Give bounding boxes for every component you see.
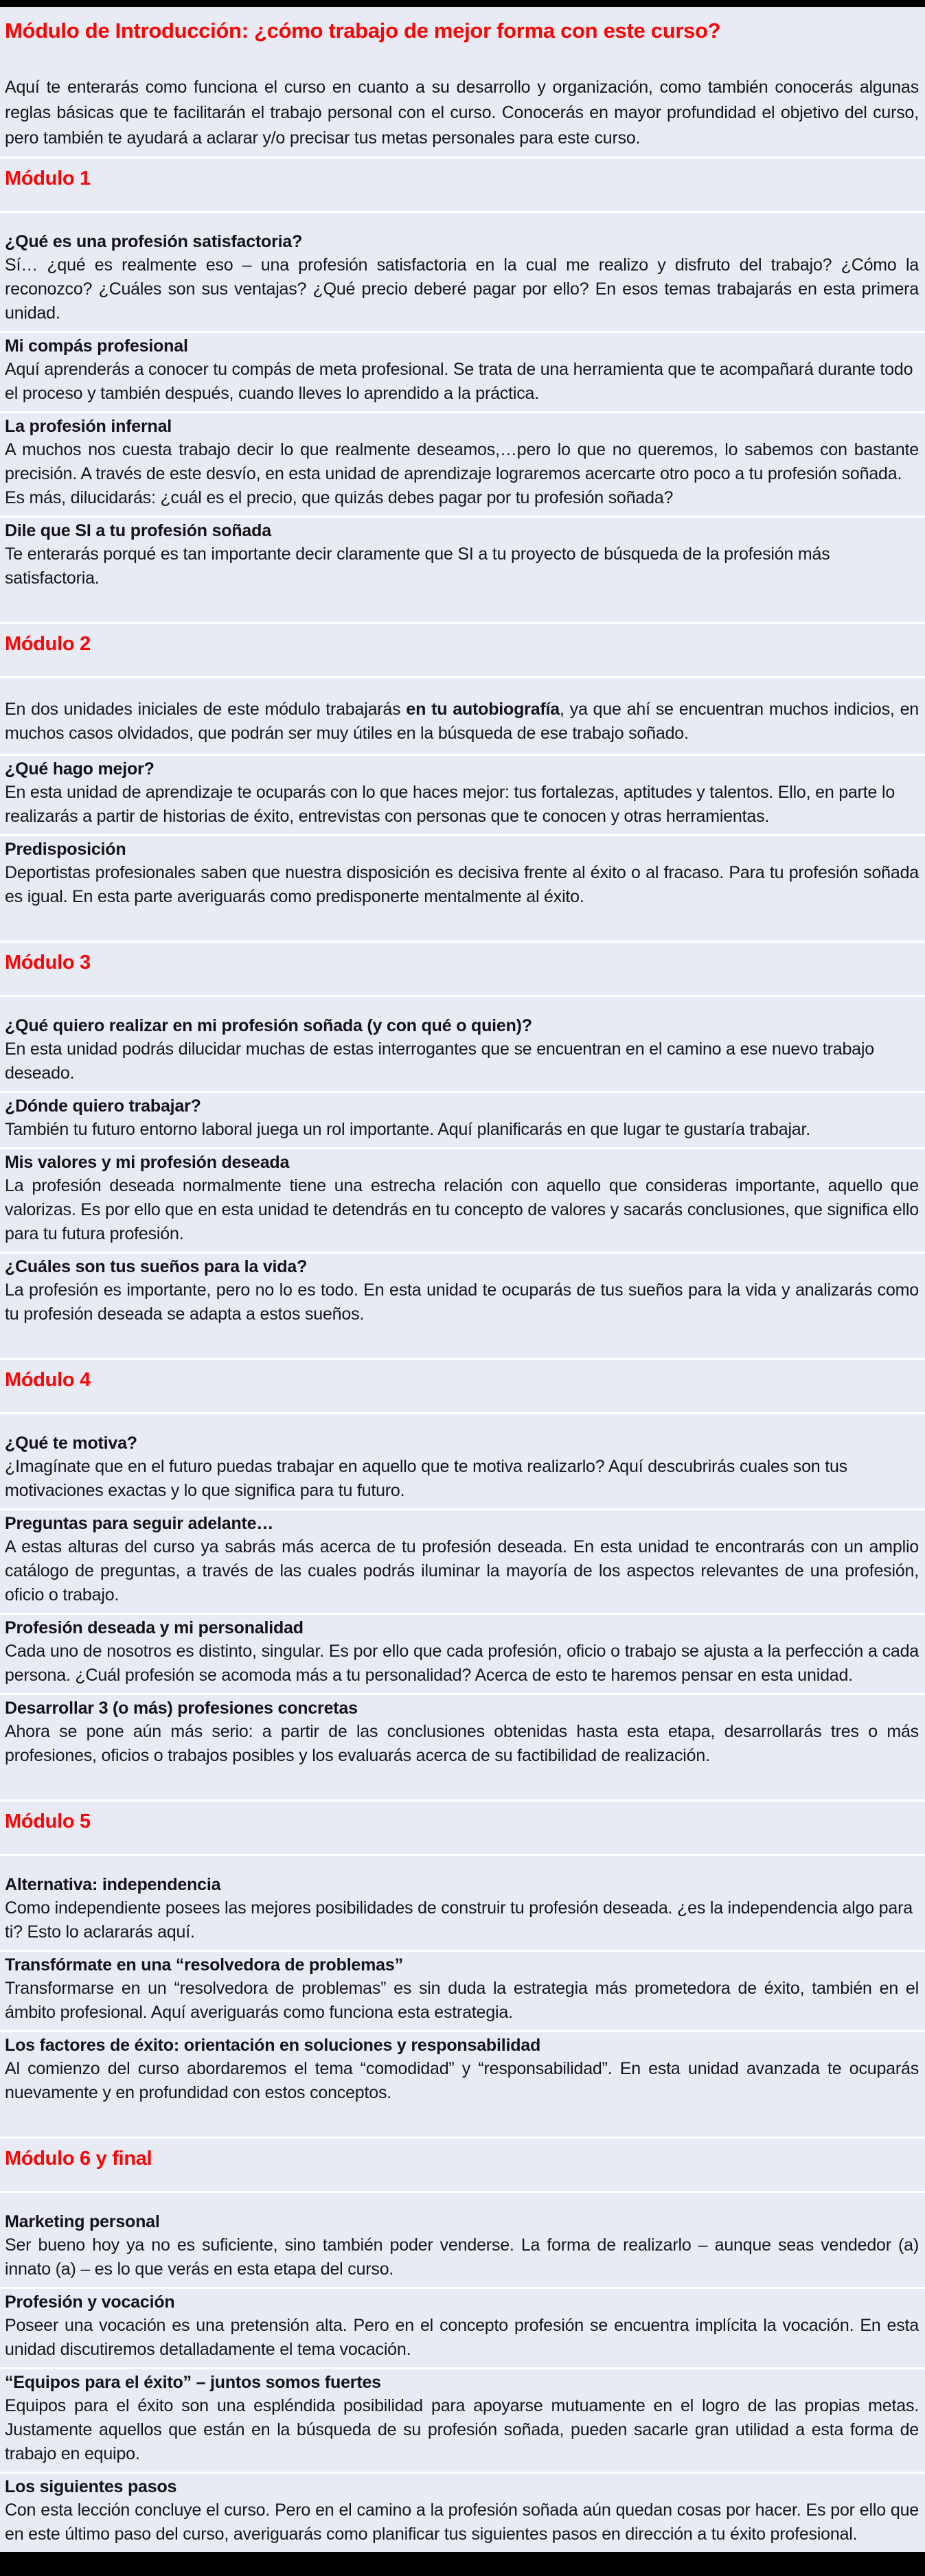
- section-title: Transfórmate en una “resolvedora de problemas”: [5, 1955, 403, 1975]
- page-title: Módulo de Introducción: ¿cómo trabajo de mejor forma con este curso?: [5, 19, 721, 43]
- section-title: Mis valores y mi profesión deseada: [5, 1152, 290, 1172]
- section-title: Marketing personal: [5, 2211, 160, 2231]
- section-title: Profesión deseada y mi personalidad: [5, 1618, 304, 1637]
- section-title: Preguntas para seguir adelante…: [5, 1513, 274, 1533]
- section-title: Predisposición: [5, 839, 126, 859]
- section-mi-compas-profesional: [0, 333, 925, 413]
- module-2-heading: [0, 624, 925, 678]
- section-title: ¿Qué es una profesión satisfactoria?: [5, 231, 303, 251]
- section-resolvedora-de-problemas: [0, 1952, 925, 2032]
- section-title: Alternativa: independencia: [5, 1874, 221, 1894]
- module-heading-text: Módulo 4: [5, 1368, 91, 1391]
- section-cuales-son-tus-suenos: [0, 1254, 925, 1360]
- section-title: ¿Qué hago mejor?: [5, 759, 155, 779]
- section-paragraph: En esta unidad de aprendizaje te ocuparás con lo que haces mejor: tus fortalezas, aptitudes y talentos. Ello, en parte lo realizarás a partir de historias de éxito, entrevistas con personas que te conocen y otras herramientas.: [5, 782, 895, 826]
- module-5-heading: [0, 1802, 925, 1856]
- section-paragraph: Deportistas profesionales saben que nuestra disposición es decisiva frente al éxito o al fracaso. Para tu profesión soñada es igual. En esta parte averiguarás como predisponerte mentalmente al éxito.: [5, 862, 919, 906]
- course-outline: [0, 7, 925, 2552]
- section-title: ¿Cuáles son tus sueños para la vida?: [5, 1256, 308, 1276]
- section-que-hago-mejor: [0, 756, 925, 836]
- section-predisposicion: [0, 836, 925, 943]
- section-paragraph: Cada uno de nosotros es distinto, singular. Es por ello que cada profesión, oficio o trabajo se ajusta a la perfección a cada persona. ¿Cuál profesión se acomoda más a tu personalidad? Acerca de esto te haremos pensar en esta unidad.: [5, 1641, 919, 1685]
- section-paragraph: Poseer una vocación es una pretensión alta. Pero en el concepto profesión se encuentra implícita la vocación. En esta unidad discutiremos detalladamente el tema vocación.: [5, 2315, 919, 2359]
- section-profesion-deseada-personalidad: [0, 1615, 925, 1695]
- section-que-quiero-realizar: [0, 997, 925, 1093]
- top-bar: [0, 0, 925, 7]
- module-2-intro: [0, 678, 925, 756]
- module-heading-text: Módulo 6 y final: [5, 2147, 152, 2170]
- section-mis-valores: [0, 1149, 925, 1254]
- module-3-heading: [0, 943, 925, 997]
- section-paragraph: Transformarse en un “resolvedora de problemas” es sin duda la estrategia más prometedora de éxito, también en el ámbito profesional. Aquí averiguarás como funciona esta estrategia.: [5, 1978, 919, 2022]
- section-title: ¿Qué te motiva?: [5, 1433, 137, 1453]
- section-los-siguientes-pasos: [0, 2474, 925, 2552]
- section-title: Los factores de éxito: orientación en soluciones y responsabilidad: [5, 2035, 541, 2055]
- intro-module-header: [0, 7, 925, 159]
- section-alternativa-independencia: [0, 1856, 925, 1952]
- section-title: “Equipos para el éxito” – juntos somos fuertes: [5, 2372, 381, 2392]
- section-paragraph: Con esta lección concluye el curso. Pero en el camino a la profesión soñada aún quedan cosas por hacer. Es por ello que en este último paso del curso, averiguarás como planificar tus siguientes pasos en dirección a tu éxito profesional.: [5, 2500, 919, 2544]
- section-paragraph: A estas alturas del curso ya sabrás más acerca de tu profesión deseada. En esta unidad te encontrarás con un amplio catálogo de preguntas, a través de las cuales podrás iluminar la mayoría de los aspectos relevantes de una profesión, oficio o trabajo.: [5, 1537, 919, 1605]
- module-intro-paragraph: [5, 698, 919, 746]
- intro-post: , ya que ahí se encuentran muchos indicios, en muchos casos olvidados, que podrán ser muy útiles en la búsqueda de ese trabajo soñado.: [5, 699, 919, 743]
- section-paragraph: A muchos nos cuesta trabajo decir lo que realmente deseamos,…pero lo que no queremos, lo sabemos con bastante precisión. A través de este desvío, en esta unidad de aprendizaje lograremos acercarte otro poco a tu profesión soñada.: [5, 439, 919, 483]
- section-marketing-personal: [0, 2193, 925, 2289]
- section-paragraph: La profesión deseada normalmente tiene una estrecha relación con aquello que consideras importante, aquello que valorizas. Es por ello que en esta unidad te detendrás en tu concepto de valores y sacarás conclusiones, que significa ello para tu futura profesión.: [5, 1175, 919, 1243]
- section-que-es-una-profesion-satisfactoria: [0, 213, 925, 333]
- intro-pre: En dos unidades iniciales de este módulo trabajarás: [5, 699, 407, 719]
- section-la-profesion-infernal: [0, 413, 925, 518]
- module-4-heading: [0, 1360, 925, 1414]
- section-title: La profesión infernal: [5, 416, 172, 436]
- section-paragraph: ¿Imagínate que en el futuro puedas trabajar en aquello que te motiva realizarlo? Aquí descubrirás cuales son tus motivaciones exactas y lo que significa para tu futuro.: [5, 1456, 847, 1500]
- section-preguntas-para-seguir: [0, 1510, 925, 1615]
- section-paragraph: La profesión es importante, pero no lo es todo. En esta unidad te ocuparás de tus sueños para la vida y analizarás como tu profesión deseada se adapta a estos sueños.: [5, 1280, 919, 1324]
- section-paragraph: Ahora se pone aún más serio: a partir de las conclusiones obtenidas hasta esta etapa, desarrollarás tres o más profesiones, oficios o trabajos posibles y los evaluarás acerca de su factibilidad de realización.: [5, 1721, 919, 1765]
- section-paragraph: Como independiente posees las mejores posibilidades de construir tu profesión deseada. ¿es la independencia algo para ti? Esto lo aclararás aquí.: [5, 1898, 913, 1942]
- bottom-bar: [0, 2552, 925, 2562]
- intro-paragraph: Aquí te enterarás como funciona el curso en cuanto a su desarrollo y organización, como también conocerás algunas reglas básicas que te facilitarán el trabajo personal con el curso. Conocerás en mayor profundidad el objetivo del curso, pero también te ayudará a aclarar y/o precisar tus metas personales para este curso.: [5, 77, 919, 148]
- module-heading-text: Módulo 3: [5, 951, 91, 974]
- section-paragraph: Al comienzo del curso abordaremos el tema “comodidad” y “responsabilidad”. En esta unidad avanzada te ocuparás nuevamente y en profundidad con estos conceptos.: [5, 2058, 919, 2102]
- section-paragraph: Es más, dilucidarás: ¿cuál es el precio, que quizás debes pagar por tu profesión soñada?: [5, 487, 674, 507]
- section-paragraph: En esta unidad podrás dilucidar muchas de estas interrogantes que se encuentran en el camino a ese nuevo trabajo deseado.: [5, 1039, 874, 1083]
- section-paragraph: Te enterarás porqué es tan importante decir claramente que SI a tu proyecto de búsqueda de la profesión más satisfactoria.: [5, 544, 830, 588]
- module-1-heading: [0, 159, 925, 213]
- section-paragraph: También tu futuro entorno laboral juega un rol importante. Aquí planificarás en que lugar te gustaría trabajar.: [5, 1119, 810, 1139]
- section-equipos-para-el-exito: [0, 2369, 925, 2474]
- section-factores-de-exito: [0, 2032, 925, 2139]
- section-paragraph: Ser bueno hoy ya no es suficiente, sino también poder venderse. La forma de realizarlo – aunque seas vendedor (a) innato (a) – es lo que verás en esta etapa del curso.: [5, 2235, 919, 2279]
- section-paragraph: Aquí aprenderás a conocer tu compás de meta profesional. Se trata de una herramienta que te acompañará durante todo el proceso y también después, cuando lleves lo aprendido a la práctica.: [5, 359, 913, 403]
- section-title: Dile que SI a tu profesión soñada: [5, 520, 271, 540]
- section-title: Mi compás profesional: [5, 336, 188, 356]
- section-title: ¿Qué quiero realizar en mi profesión soñada (y con qué o quien)?: [5, 1015, 532, 1035]
- section-title: Profesión y vocación: [5, 2292, 175, 2312]
- section-dile-que-si: [0, 518, 925, 624]
- intro-bold: en tu autobiografía: [406, 699, 560, 719]
- section-paragraph: Equipos para el éxito son una espléndida posibilidad para apoyarse mutuamente en el logro de las propias metas. Justamente aquellos que están en la búsqueda de su profesión soñada, pueden sacarle gran utilidad a esta forma de trabajo en equipo.: [5, 2395, 919, 2463]
- section-donde-quiero-trabajar: [0, 1093, 925, 1149]
- section-desarrollar-3-profesiones: [0, 1695, 925, 1802]
- module-6-heading: [0, 2139, 925, 2193]
- section-title: ¿Dónde quiero trabajar?: [5, 1096, 201, 1116]
- section-title: Los siguientes pasos: [5, 2476, 177, 2496]
- module-heading-text: Módulo 1: [5, 167, 91, 189]
- section-paragraph: Sí… ¿qué es realmente eso – una profesión satisfactoria en la cual me realizo y disfruto del trabajo? ¿Cómo la reconozco? ¿Cuáles son sus ventajas? ¿Qué precio deberé pagar por ello? En esos temas trabajarás en esta primera unidad.: [5, 255, 919, 323]
- section-que-te-motiva: [0, 1414, 925, 1510]
- module-heading-text: Módulo 2: [5, 632, 91, 655]
- section-profesion-y-vocacion: [0, 2289, 925, 2369]
- section-title: Desarrollar 3 (o más) profesiones concretas: [5, 1698, 358, 1718]
- module-heading-text: Módulo 5: [5, 1810, 91, 1832]
